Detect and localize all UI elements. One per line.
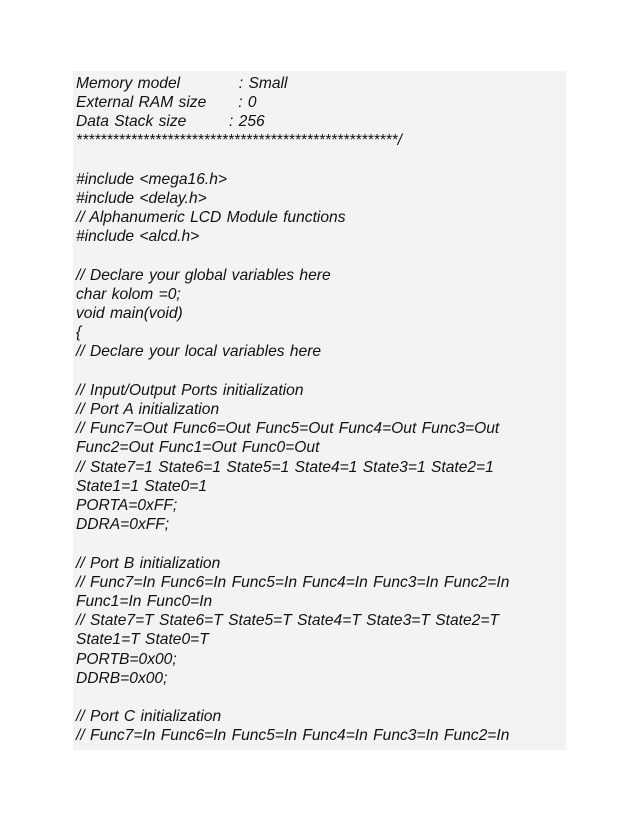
code-line: // State7=1 State6=1 State5=1 State4=1 State3=1 State2=1 <box>76 459 494 476</box>
code-line: // Port C initialization <box>76 708 222 725</box>
code-line: // Func7=In Func6=In Func5=In Func4=In Func3=In Func2=In <box>76 574 510 591</box>
code-line: // Func7=In Func6=In Func5=In Func4=In Func3=In Func2=In <box>76 727 510 744</box>
code-line: char kolom =0; <box>76 286 181 303</box>
code-line: External RAM size : 0 <box>76 94 257 111</box>
code-line: Memory model : Small <box>76 75 288 92</box>
code-line: PORTA=0xFF; <box>76 497 178 514</box>
code-line: DDRB=0x00; <box>76 670 168 687</box>
code-line: #include <mega16.h> <box>76 171 227 188</box>
code-line: // Func7=Out Func6=Out Func5=Out Func4=Out Func3=Out <box>76 420 500 437</box>
code-line: { <box>76 324 82 341</box>
code-line: // Port A initialization <box>76 401 220 418</box>
code-line: // State7=T State6=T State5=T State4=T State3=T State2=T <box>76 612 499 629</box>
code-line: #include <alcd.h> <box>76 228 200 245</box>
code-line: Func2=Out Func1=Out Func0=Out <box>76 439 320 456</box>
code-line: Data Stack size : 256 <box>76 113 265 130</box>
code-line: // Port B initialization <box>76 555 221 572</box>
code-line: // Alphanumeric LCD Module functions <box>76 209 346 226</box>
code-line: State1=T State0=T <box>76 631 209 648</box>
code-line: // Input/Output Ports initialization <box>76 382 304 399</box>
code-line: // Declare your local variables here <box>76 343 322 360</box>
code-line: *****************************************************/ <box>76 132 402 149</box>
code-line: #include <delay.h> <box>76 190 207 207</box>
code-line: DDRA=0xFF; <box>76 516 170 533</box>
code-line: // Declare your global variables here <box>76 267 331 284</box>
code-line: State1=1 State0=1 <box>76 478 208 495</box>
code-line: void main(void) <box>76 305 183 322</box>
code-line: Func1=In Func0=In <box>76 593 213 610</box>
code-line: PORTB=0x00; <box>76 651 177 668</box>
